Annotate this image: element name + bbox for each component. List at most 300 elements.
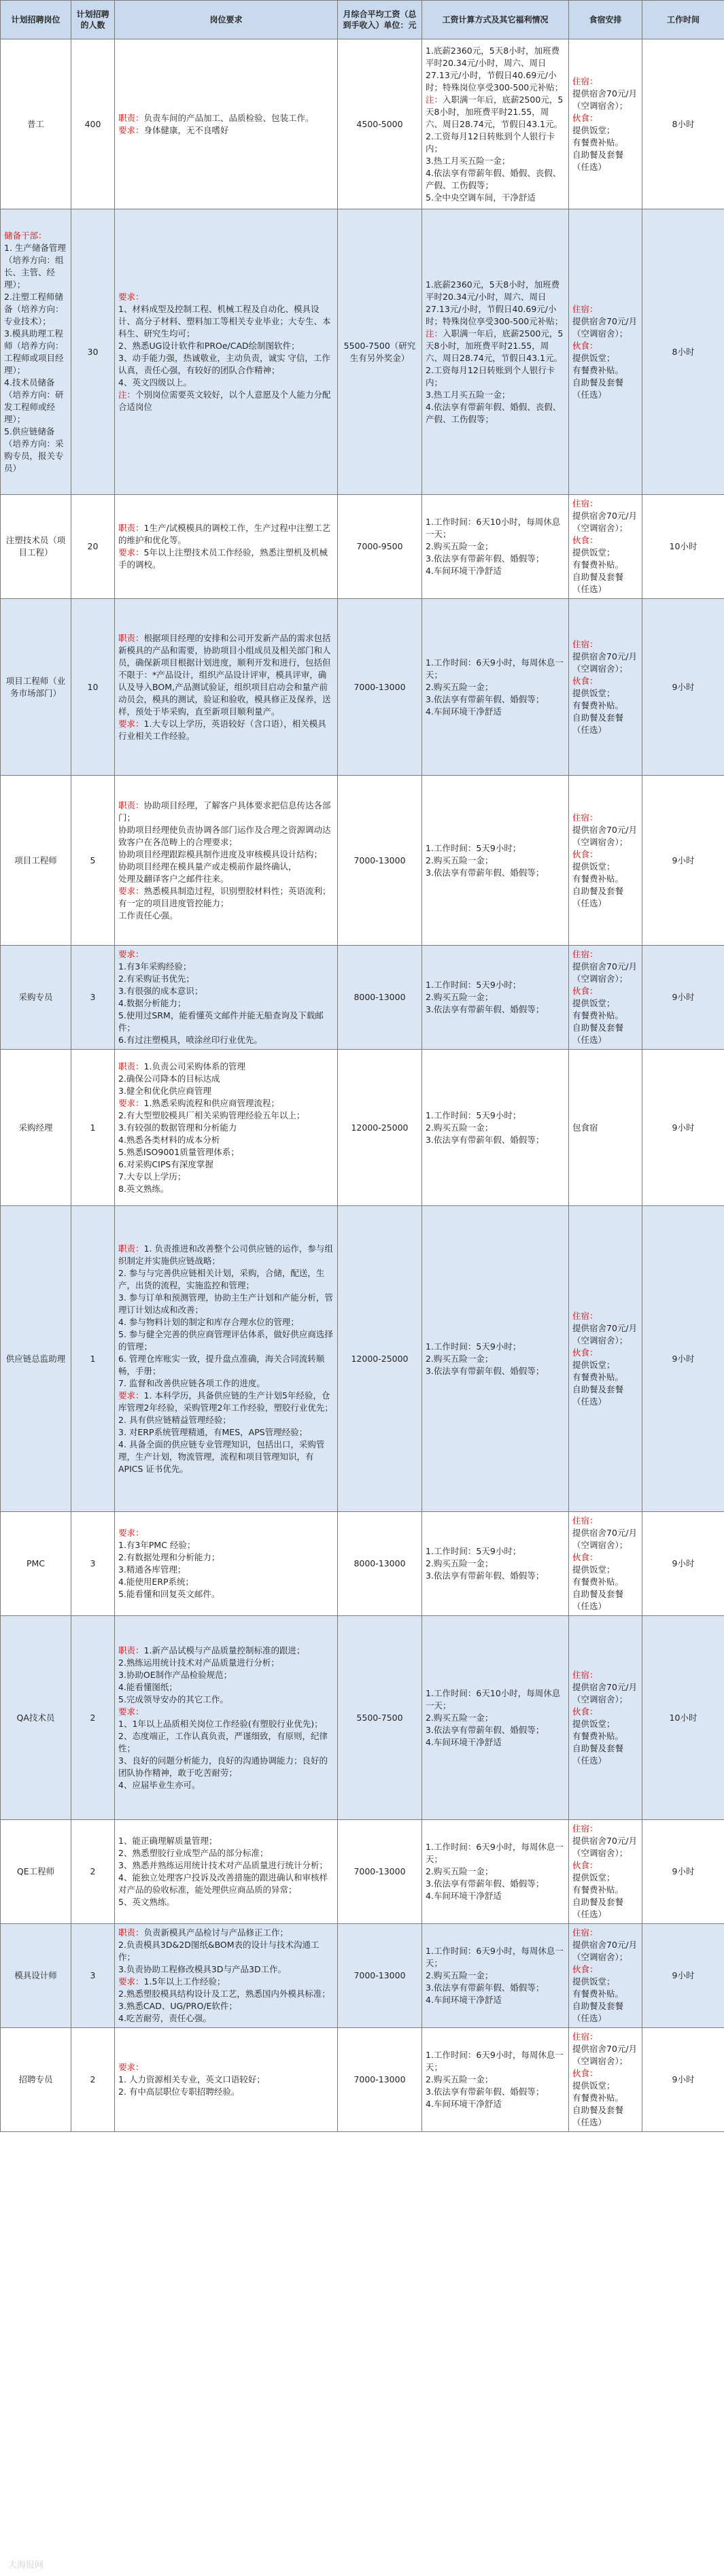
text-line	[572, 1371, 638, 1384]
job-requirements	[115, 209, 338, 495]
field-text: 1.工作时间：5天9小时；	[426, 980, 521, 990]
text-line	[118, 1097, 334, 1110]
job-requirements	[115, 1616, 338, 1820]
text-line	[572, 1823, 638, 1835]
job-requirements	[115, 1512, 338, 1616]
text-line	[426, 1945, 565, 1970]
text-line	[426, 1365, 565, 1377]
field-text: 提供饭堂；	[572, 998, 615, 1008]
field-text: 4、英文四级以上。	[118, 377, 192, 388]
text-line	[118, 1146, 334, 1158]
field-label: 职责：	[118, 112, 144, 123]
field-text: 自助餐及套餐（任选）	[572, 1023, 624, 1045]
text-line	[572, 1576, 638, 1588]
field-text: 1.底薪2360元，5天8小时，加班费平时20.34元/小时，周六、周日27.13元/小时，节假日40.69元/小时；特殊岗位享受300-500元补贴；	[426, 279, 564, 326]
hiring-count: 400	[71, 39, 115, 209]
field-text: 1.工作时间：5天9小时；	[426, 842, 521, 853]
text-line	[118, 1576, 334, 1588]
field-text: 自助餐及套餐（任选）	[572, 1897, 624, 1919]
job-requirements	[115, 1206, 338, 1512]
field-text: 2.有采购证书优先；	[118, 974, 194, 984]
field-text: 有餐费补贴。	[572, 1371, 624, 1382]
field-label: 职责：	[118, 1927, 144, 1938]
field-text: 提供饭堂；	[572, 1718, 615, 1729]
text-line	[426, 1687, 565, 1712]
lodging-info	[569, 946, 642, 1050]
text-line	[426, 1341, 565, 1353]
text-line	[118, 2012, 334, 2025]
field-text: 2. 有中高层职位专职招聘经验。	[118, 2086, 240, 2097]
field-text: 3.协助OE制作产品检验规范；	[118, 1669, 232, 1680]
field-text: 3.有很强的成本意识；	[118, 986, 203, 996]
field-text: 身体健康，无不良嗜好	[143, 124, 229, 135]
text-line	[426, 1994, 565, 2006]
text-line	[4, 291, 67, 328]
text-line	[118, 961, 334, 973]
lodging-info	[569, 495, 642, 599]
text-line	[426, 279, 565, 328]
field-label: 伙食：	[572, 1706, 598, 1717]
field-text: 负责车间的产品加工、品质检验、包装工作。	[143, 112, 314, 123]
field-text: 2.购买五险一金；	[426, 1970, 494, 1980]
field-text: 3. 参与订单和预测管理，协助主生产计划和产能分析，管理订计划达成和改善；	[118, 1292, 333, 1315]
pay-benefits	[422, 39, 569, 209]
field-label: 住宿：	[572, 303, 598, 314]
pay-benefits	[422, 2028, 569, 2132]
text-line	[118, 800, 334, 824]
text-line	[118, 1645, 334, 1657]
text-line	[118, 1414, 334, 1426]
pay-benefits	[422, 495, 569, 599]
text-line	[572, 2067, 638, 2080]
field-text: 1. 生产储备管理（培养方向：组长、主管、经理）；	[4, 242, 66, 290]
text-line	[572, 1669, 638, 1681]
pay-benefits	[422, 1820, 569, 1924]
job-requirements	[115, 39, 338, 209]
field-text: 1.底薪2360元，5天8小时，加班费平时20.34元/小时，周六、周日27.13元/小时，节假日40.69元/小时；特殊岗位享受300-500元补贴；	[426, 45, 564, 92]
text-line	[4, 328, 67, 377]
salary-range: 7000-13000	[338, 599, 422, 776]
field-text: 4.车间环境干净舒适	[426, 1736, 502, 1747]
pay-benefits	[422, 1616, 569, 1820]
text-line	[572, 303, 638, 315]
text-line	[572, 2092, 638, 2104]
text-line	[4, 426, 67, 475]
field-text: 7.大专以上学历；	[118, 1171, 186, 1182]
field-label: 住宿：	[572, 1823, 598, 1834]
field-text: 3. 对ERP系统管理精通，有MES，APS管理经验；	[118, 1426, 308, 1437]
text-line	[572, 1359, 638, 1371]
field-text: 3.熟悉CAD、UG/PRO/E软件；	[118, 2001, 238, 2011]
hiring-count: 1	[71, 1206, 115, 1512]
field-text: 自助餐及套餐（任选）	[572, 712, 624, 735]
field-text: 5年以上注塑技术员工作经验，熟悉注塑机及机械手的调校。	[118, 547, 328, 570]
field-text: 1. 人力资源相关专业，英文口语较好；	[118, 2074, 265, 2084]
field-text: 4.车间环境干净舒适	[426, 706, 502, 717]
text-line	[118, 547, 334, 571]
field-text: 1. 负责推进和改善整个公司供应链的运作，参与组织制定并实施供应链战略；	[118, 1243, 333, 1266]
table-body	[1, 39, 724, 2132]
field-text: 自助餐及套餐（任选）	[572, 572, 624, 594]
field-text: 有一定的项目进度管控能力；	[118, 897, 229, 908]
text-line	[118, 1183, 334, 1195]
field-text: 5.完成领导安办的其它工作。	[118, 1694, 228, 1704]
lodging-info	[569, 599, 642, 776]
text-line	[426, 1890, 565, 1902]
text-line	[118, 1316, 334, 1328]
hiring-count: 3	[71, 1512, 115, 1616]
field-text: 提供宿舍70元/月（空调宿舍）；	[572, 511, 638, 533]
field-text: 3.依法享有带薪年假、婚假等；	[426, 1365, 545, 1376]
field-label: 住宿：	[572, 1927, 598, 1938]
table-row	[1, 39, 724, 209]
hiring-count: 1	[71, 1050, 115, 1206]
text-line	[426, 1110, 565, 1122]
field-label: 住宿：	[572, 1669, 598, 1680]
field-text: 1.5年以上工作经验；	[143, 1976, 226, 1987]
text-line	[426, 1712, 565, 1724]
text-line	[572, 1022, 638, 1046]
field-label: 要求：	[118, 547, 144, 557]
header-hours: 工作时间	[642, 1, 724, 39]
field-text: 入职满一年后，底薪2500元，5天8小时，加班费平时21.55，周六、周日28.74元，节假日43.1元。	[426, 328, 564, 363]
job-requirements	[115, 599, 338, 776]
text-line	[572, 1884, 638, 1896]
work-hours: 9小时	[642, 2028, 724, 2132]
field-label: 住宿：	[572, 949, 598, 959]
work-hours: 10小时	[642, 495, 724, 599]
text-line	[426, 979, 565, 991]
hiring-count: 2	[71, 1616, 115, 1820]
field-label: 伙食：	[572, 1964, 598, 1974]
pay-benefits	[422, 1206, 569, 1512]
field-label: 职责：	[118, 523, 144, 533]
field-text: 自助餐及套餐（任选）	[572, 1384, 624, 1407]
text-line	[572, 1896, 638, 1921]
text-line	[572, 700, 638, 712]
field-text: 2.购买五险一金；	[426, 1122, 494, 1133]
text-line	[572, 1384, 638, 1408]
field-text: 提供宿舍70元/月（空调宿舍）；	[572, 1836, 638, 1858]
text-line	[572, 812, 638, 824]
job-requirements	[115, 1924, 338, 2028]
text-line	[118, 1085, 334, 1097]
field-text: 3.依法享有带薪年假、婚假等；	[426, 1570, 545, 1581]
text-line	[118, 1110, 334, 1122]
field-text: 提供饭堂；	[572, 124, 615, 135]
text-line	[118, 1158, 334, 1171]
field-text: 4.车间环境干净舒适	[426, 1995, 502, 2005]
text-line	[572, 2031, 638, 2043]
field-text: 提供宿舍70元/月（空调宿舍）；	[572, 315, 638, 339]
hiring-count: 5	[71, 776, 115, 946]
field-text: 有餐费补贴。	[572, 1885, 624, 1895]
work-hours: 9小时	[642, 1820, 724, 1924]
text-line	[118, 873, 334, 885]
field-text: 2.购买五险一金；	[426, 992, 494, 1002]
table-row	[1, 1050, 724, 1206]
text-line	[572, 315, 638, 340]
text-line	[118, 718, 334, 742]
text-line	[118, 1779, 334, 1791]
text-line	[426, 45, 565, 94]
text-line	[118, 112, 334, 124]
field-text: 4、应届毕业生亦可。	[118, 1779, 201, 1790]
field-text: 2、熟悉UG设计软件和PROe/CAD绘制图软件；	[118, 340, 300, 351]
table-row	[1, 2028, 724, 2132]
field-text: 5.供应链储备（培养方向：采购专员，报关专员）	[4, 426, 64, 473]
field-text: 3、动手能力强，热诚敬业，主动负责，诚实 守信，工作认真，责任心强，有较好的团队合作精神；	[118, 352, 330, 375]
hiring-count: 20	[71, 495, 115, 599]
field-label: 伙食：	[572, 535, 598, 545]
text-line	[572, 1681, 638, 1706]
text-line	[426, 2086, 565, 2098]
field-text: 自助餐及套餐（任选）	[572, 1742, 624, 1766]
header-lodging: 食宿安排	[569, 1, 642, 39]
salary-range: 5500-7500（研究生有另外奖金）	[338, 209, 422, 495]
text-line	[572, 961, 638, 985]
text-line	[572, 873, 638, 885]
table-row	[1, 776, 724, 946]
field-text: 1生产/试模模具的调校工作，生产过程中注塑工艺的维护和优化等。	[118, 523, 331, 545]
field-text: 协助项目经理使负责协调各部门运作及合理之资源调动达致客户在各范畴上的合理要求；	[118, 824, 331, 847]
text-line	[426, 389, 565, 401]
field-text: 1. 本科学历，具备供应链的生产计划5年经验，仓库管理2年经验，采购管理2年工作经验，塑胶行业优先；	[118, 1390, 333, 1413]
text-line	[572, 124, 638, 137]
text-line	[118, 885, 334, 897]
text-line	[118, 1564, 334, 1576]
text-line	[572, 1927, 638, 1939]
field-text: 5.全中央空调车间，干净舒适	[426, 192, 536, 203]
text-line	[118, 1377, 334, 1390]
field-text: 2.有大型塑胶模具厂相关采购管理经验五年以上；	[118, 1110, 305, 1120]
text-line	[426, 94, 565, 131]
job-requirements	[115, 1820, 338, 1924]
field-text: 3.依法享有带薪年假、婚假等；	[426, 1878, 545, 1889]
field-text: 提供宿舍70元/月（空调宿舍）；	[572, 651, 638, 674]
hiring-count: 3	[71, 946, 115, 1050]
field-text: 3.依法享有带薪年假、婚假等；	[426, 693, 545, 704]
text-line	[426, 1545, 565, 1558]
field-label: 伙食：	[572, 1552, 598, 1562]
text-line	[118, 897, 334, 910]
field-text: 3.依法享有带薪年假、婚假等；	[426, 1134, 545, 1145]
field-text: 自助餐及套餐（任选）	[572, 885, 624, 908]
text-line	[572, 2104, 638, 2129]
text-line	[572, 1963, 638, 1976]
field-text: 3.依法享有带薪年假、婚假等；	[426, 2086, 545, 2097]
field-text: 1.大专以上学历，英语较好（含口语），相关模具行业相关工作经验。	[118, 718, 326, 741]
field-text: 提供宿舍70元/月（空调宿舍）；	[572, 1322, 638, 1345]
field-text: 有餐费补贴。	[572, 873, 624, 884]
work-hours: 9小时	[642, 776, 724, 946]
field-text: 有餐费补贴。	[572, 1730, 624, 1741]
text-line	[118, 1122, 334, 1134]
text-line	[572, 1588, 638, 1613]
position-title: 模具设计师	[1, 1924, 71, 2028]
field-text: 协助项目经理跟踪模具制作进度及审核模具设计结构；	[118, 848, 323, 859]
field-text: 1、能正确理解质量管理；	[118, 1836, 218, 1846]
text-line	[426, 706, 565, 718]
field-label: 职责：	[118, 1243, 144, 1254]
text-line	[572, 112, 638, 124]
text-line	[118, 1730, 334, 1755]
field-text: 处理及翻译客户之邮件往来。	[118, 873, 229, 884]
header-count: 计划招聘的人数	[71, 1, 115, 39]
text-line	[426, 1878, 565, 1890]
hiring-count: 30	[71, 209, 115, 495]
field-text: 提供饭堂；	[572, 1564, 615, 1575]
position-title: QA技术员	[1, 1616, 71, 1820]
field-text: 1.负责公司采购体系的管理	[143, 1061, 245, 1071]
text-line	[572, 88, 638, 112]
field-text: 自助餐及套餐（任选）	[572, 1589, 624, 1611]
field-text: 4.车间环境干净舒适	[426, 2099, 502, 2109]
text-line	[118, 1426, 334, 1439]
field-text: 1、1年以上品质相关岗位工作经验(有塑胶行业优先)；	[118, 1718, 323, 1729]
position-title: QE工程师	[1, 1820, 71, 1924]
text-line	[118, 352, 334, 377]
text-line	[118, 1073, 334, 1085]
table-row	[1, 209, 724, 495]
pay-benefits	[422, 776, 569, 946]
text-line	[426, 167, 565, 192]
field-text: 有餐费补贴。	[572, 2093, 624, 2103]
position-title: 采购专员	[1, 946, 71, 1050]
text-line	[118, 377, 334, 389]
text-line	[118, 1353, 334, 1377]
field-text: 有餐费补贴。	[572, 1010, 624, 1020]
field-text: 2.负责模具3D&2D图纸&BOM表的设计与技术沟通工作；	[118, 1940, 320, 1962]
work-hours: 8小时	[642, 39, 724, 209]
text-line	[118, 291, 334, 303]
text-line	[572, 377, 638, 401]
salary-range: 7000-13000	[338, 1820, 422, 1924]
header-position: 计划招聘岗位	[1, 1, 71, 39]
field-text: 3.依法享有带薪年假、婚假等；	[426, 1982, 545, 1993]
work-hours: 9小时	[642, 1512, 724, 1616]
text-line	[118, 1171, 334, 1183]
field-text: 6. 管理仓库账实一致，提升盘点准确，海关合同流转顺畅，手册；	[118, 1353, 325, 1376]
text-line	[118, 1927, 334, 1939]
field-text: 3.负责协助工程修改模具3D与产品3D工作。	[118, 1964, 287, 1974]
table-row	[1, 495, 724, 599]
position-title: 招聘专员	[1, 2028, 71, 2132]
text-line	[4, 377, 67, 426]
text-line	[118, 1976, 334, 1988]
field-text: 自助餐及套餐（任选）	[572, 2105, 624, 2127]
lodging-info	[569, 1616, 642, 1820]
field-text: 提供宿舍70元/月（空调宿舍）；	[572, 824, 638, 847]
text-line	[426, 1982, 565, 1994]
field-text: 2.注塑工程师储备（培养方向：专业技术）；	[4, 291, 64, 326]
field-label: 要求：	[118, 1706, 144, 1717]
field-label: 职责：	[118, 1645, 144, 1655]
text-line	[118, 861, 334, 873]
field-text: 负责新模具产品检讨与产品修正工作；	[143, 1927, 289, 1938]
text-line	[426, 1736, 565, 1749]
field-text: 2.熟悉塑胶模具结构设计及工艺，熟悉国内外模具标准；	[118, 1989, 330, 1999]
text-line	[426, 657, 565, 681]
hiring-count: 2	[71, 2028, 115, 2132]
field-text: 2.购买五险一金；	[426, 855, 494, 865]
field-text: 自助餐及套餐（任选）	[572, 2001, 624, 2023]
salary-range: 8000-13000	[338, 1512, 422, 1616]
field-text: 1.有3年采购经验；	[118, 961, 192, 972]
field-text: 4.车间环境干净舒适	[426, 1891, 502, 1901]
field-text: 熟悉模具制造过程，识别塑胶材料性；英语流利；	[143, 885, 331, 896]
field-text: 提供宿舍70元/月（空调宿舍）；	[572, 1681, 638, 1704]
field-text: 提供宿舍70元/月（空调宿舍）；	[572, 961, 638, 984]
field-text: 1.工作时间：5天9小时；	[426, 1546, 521, 1556]
text-line	[426, 2049, 565, 2074]
text-line	[118, 1872, 334, 1896]
field-text: 提供宿舍70元/月（空调宿舍）；	[572, 88, 638, 111]
field-label: 职责：	[118, 800, 144, 810]
field-label: 伙食：	[572, 848, 598, 859]
text-line	[572, 559, 638, 571]
table-row	[1, 1616, 724, 1820]
text-line	[426, 364, 565, 389]
field-text: 1.工作时间：6天10小时，每周休息一天；	[426, 517, 561, 539]
text-line	[118, 1755, 334, 1779]
text-line	[426, 693, 565, 706]
field-label: 住宿：	[572, 812, 598, 823]
field-text: 协助项目经理在模具量产或走模前作最终确认，	[118, 861, 297, 872]
pay-benefits	[422, 946, 569, 1050]
field-text: 4.车间环境干净舒适	[426, 566, 502, 576]
field-text: 8.英文熟练。	[118, 1183, 169, 1194]
header-salary: 月综合平均工资（总到手收入）单位：元	[338, 1, 422, 39]
field-text: 提供饭堂；	[572, 547, 615, 557]
field-label: 住宿：	[572, 498, 598, 509]
text-line	[572, 534, 638, 547]
salary-range: 4500-5000	[338, 39, 422, 209]
text-line	[118, 1939, 334, 1963]
field-text: 1.工作时间：5天9小时；	[426, 1110, 521, 1120]
text-line	[572, 1527, 638, 1551]
salary-range: 8000-13000	[338, 946, 422, 1050]
position-title: PMC	[1, 1512, 71, 1616]
text-line	[426, 565, 565, 577]
text-line	[572, 1730, 638, 1742]
salary-range: 7000-13000	[338, 776, 422, 946]
field-text: 4.数据分析能力；	[118, 998, 186, 1008]
lodging-info	[569, 209, 642, 495]
text-line	[118, 1010, 334, 1034]
field-text: 4. 参与物料计划的制定和库存合理水位的管理；	[118, 1316, 299, 1327]
lodging-info	[569, 1820, 642, 1924]
field-text: 有餐费补贴。	[572, 560, 624, 570]
lodging-info	[569, 1924, 642, 2028]
field-text: 2、熟悉塑胶行业成型产品的部分标准；	[118, 1848, 269, 1858]
text-line	[572, 638, 638, 651]
text-line	[572, 824, 638, 848]
text-line	[572, 985, 638, 997]
text-line	[572, 352, 638, 364]
field-text: 根据项目经理的安排和公司开发新产品的需求包括新模具的产品和需要，协助项目小组成员及相关部门和人员，确保新项目根据计划进度，顺利开发和进行，包括但不限于：*产品设计，组织产品设计评审，模具评审，确认及导入BOM,产品测试验证，组织项目启动会和量产前动员会，模具的测试，验证和验收，模具修正及保养，送样，预处于毕采购，直至新项目顺利量产。	[118, 632, 331, 717]
text-line	[572, 2043, 638, 2067]
work-hours: 9小时	[642, 1206, 724, 1512]
text-line	[572, 149, 638, 173]
text-line	[118, 2086, 334, 2098]
header-row	[1, 1, 724, 39]
text-line	[118, 1669, 334, 1681]
field-text: 协助项目经理，了解客户具体要求把信息传达各部门；	[118, 800, 331, 823]
text-line	[572, 1551, 638, 1564]
field-text: 有餐费补贴。	[572, 700, 624, 710]
text-line	[426, 540, 565, 553]
